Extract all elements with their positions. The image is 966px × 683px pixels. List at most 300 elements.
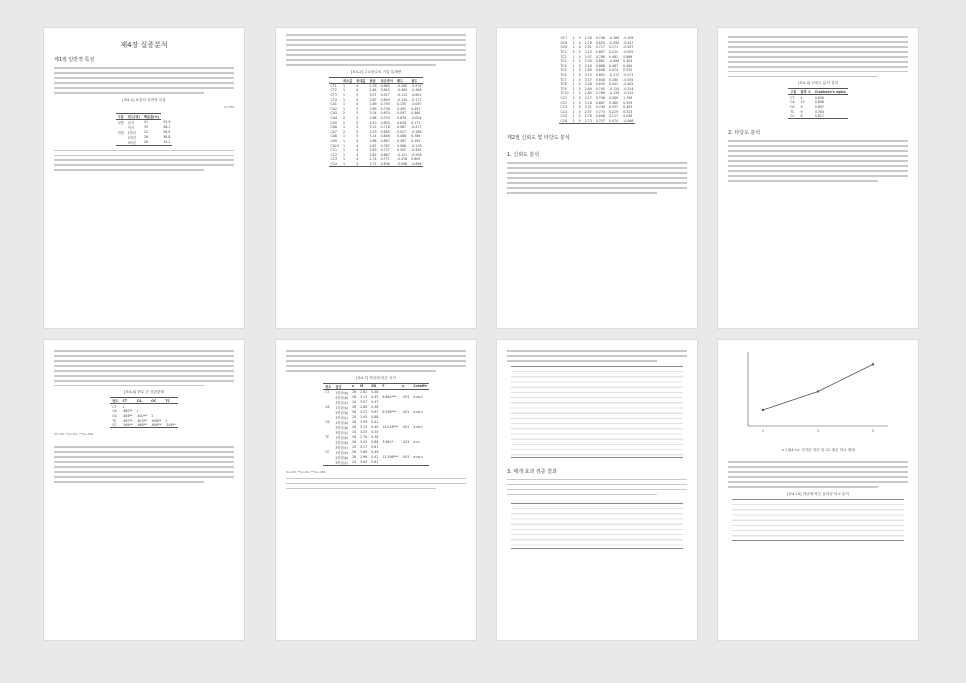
table-cell: TC10 (560, 91, 569, 96)
table-cell: -0.254 (623, 86, 634, 91)
table-cell: 1 (572, 82, 575, 87)
table-cell: 0.858 (814, 95, 824, 100)
table-cell: 0.357 (608, 105, 619, 110)
table-cell: 0.866 (623, 54, 633, 59)
document-page-2 (276, 28, 476, 328)
table-cell: 1 (572, 63, 575, 68)
table-cell: 1 (342, 134, 346, 139)
table-cell: 0.474 (607, 119, 621, 124)
table-cell: 0.707 (595, 118, 605, 123)
table-cell: 3.04 (369, 111, 377, 116)
table-cell: .564** (122, 423, 133, 428)
table-cell: 0.171 (411, 120, 421, 125)
table-cell: 1 (342, 138, 346, 143)
table-cell: 5 (578, 105, 581, 110)
table-cell: 26 (352, 410, 357, 415)
table-cell: TC8 (560, 82, 567, 87)
table-cell: 0.786 (411, 134, 421, 139)
table-cell: -0.135 (608, 91, 620, 96)
table-cell: 22 (143, 130, 148, 135)
mediation-table (511, 503, 683, 549)
table-cell: 2.87 (369, 97, 377, 102)
table-cell: 41 (143, 120, 148, 125)
section-title: 제1절 일반적 특성 (54, 57, 95, 63)
table-cell: -0.477 (411, 125, 422, 130)
table-cell: 0.846 (380, 134, 390, 139)
table-cell: 1 (572, 68, 575, 73)
table-cell: 3.43 (369, 120, 377, 125)
table-caption: [표4-10] 학년에 따른 효과성 비교 분석 (787, 491, 849, 496)
table-cell: 4 (356, 143, 359, 148)
table-cell: 0.67 (371, 410, 379, 415)
table-cell: 3.16 (584, 63, 592, 68)
table-cell: 4 (356, 152, 359, 157)
table-cell: 1 (572, 91, 575, 96)
table-cell: .023 (402, 440, 410, 445)
table-cell: 3학년(c) (333, 460, 350, 466)
table-cell: 0.849 (380, 97, 390, 102)
table-cell: 4 (356, 138, 359, 143)
table-cell: 2.89 (584, 86, 592, 91)
table-header-cell: 변수 (325, 384, 332, 389)
table-caption: [표4-4] 변수 간 상관관계 (124, 390, 164, 395)
table-cell: CC6 (559, 119, 571, 124)
table-cell: OC7 (560, 36, 568, 41)
table-cell: a<b,c (413, 395, 423, 400)
table-cell: 0.49 (371, 450, 379, 455)
table-header-cell: 구분 (117, 114, 124, 119)
table-cell: 2 (572, 40, 575, 45)
table-cell: a<b,c (413, 425, 423, 430)
table-header-cell: SD (369, 383, 380, 389)
table-cell: 1 (342, 157, 346, 162)
table-cell: CC3 (560, 105, 568, 110)
table-cell: 3.03 (360, 440, 368, 445)
table-header-cell: 집단 (333, 383, 350, 389)
table-cell: 0.302 (396, 148, 407, 153)
table-cell: TC5 (560, 68, 567, 73)
table-cell: 0.604 (411, 157, 421, 162)
table-cell: 0.843 (380, 88, 390, 93)
table-cell: -0.457 (623, 45, 634, 50)
table-cell: 0.88 (371, 440, 379, 445)
table-cell: 26 (352, 440, 357, 445)
table-cell: 3.27 (360, 410, 368, 415)
x-tick-label: 2 (816, 429, 820, 433)
table-cell: 4 (356, 157, 359, 162)
descriptive-statistics-table (329, 77, 424, 168)
table-cell: 0.41 (371, 420, 379, 425)
table-cell: TC (112, 418, 117, 423)
table-cell: .846** (122, 413, 133, 418)
table-cell: .815** (136, 418, 148, 423)
table-cell: 0.44 (371, 430, 379, 435)
table-cell: -0.071 (623, 73, 634, 78)
table-row (323, 410, 429, 415)
table-cell: 0.117 (608, 114, 619, 119)
table-cell: -0.402 (623, 82, 634, 87)
table-cell: 9 (800, 109, 803, 114)
table-cell: CT4 (330, 97, 337, 102)
table-cell: 0.027 (396, 129, 407, 134)
table-cell: .001 (402, 410, 410, 415)
table-row (559, 119, 636, 124)
table-cell: 2.91 (584, 45, 592, 50)
table-row (116, 140, 173, 146)
table-header-cell: 표준편차 (380, 78, 393, 83)
table-cell: 2 (342, 129, 346, 134)
table-cell: 2.89 (369, 102, 377, 107)
table-cell: -0.099 (608, 59, 620, 64)
table-cell: 5 (356, 106, 359, 111)
table-cell: 2.59 (360, 420, 368, 425)
table-caption: [표4-2] 주요변수의 기술 통계량 (350, 69, 402, 74)
table-cell: CA10 (330, 143, 339, 148)
table-header-cell: 항목 수 (800, 90, 811, 95)
table-cell: CC2 (330, 152, 337, 157)
table-cell: 0.180 (608, 77, 619, 82)
table-cell: 연령 (117, 130, 124, 135)
table-cell: 1학년(a) (335, 435, 349, 440)
table-cell: 4 (578, 118, 581, 123)
correlation-table (110, 397, 177, 428)
table-cell: a<c (413, 440, 420, 445)
table-cell (323, 460, 333, 466)
table-cell: 2.96 (360, 455, 368, 460)
table-cell: -0.109 (623, 36, 634, 41)
table-cell: 3.961* (382, 440, 394, 445)
table-cell: TC6 (560, 73, 567, 78)
table-cell: -0.134 (396, 97, 408, 102)
table-cell: 3.07 (369, 92, 377, 97)
table-cell: TC7 (560, 77, 567, 82)
table-header-cell: 왜도 (395, 77, 409, 83)
table-cell: 0.492 (396, 106, 407, 111)
table-row (110, 423, 177, 428)
table-cell: 2.76 (369, 83, 377, 88)
table-caption: [표4-3] 신뢰도 분석 결과 (798, 81, 838, 86)
table-cell: 3.30 (584, 59, 592, 64)
table-cell: 0.745 (595, 86, 605, 91)
table-cell: 2 (572, 45, 575, 50)
table-cell: 9 (800, 104, 803, 109)
table-cell: 5 (356, 102, 359, 107)
table-cell: 28 (143, 135, 148, 140)
table-cell: 2학년(b) (335, 410, 349, 415)
table-cell: 1 (341, 162, 354, 167)
table-cell: 1 (572, 118, 575, 123)
table-cell: 5 (578, 100, 581, 105)
table-cell: 4 (578, 45, 581, 50)
series-line (763, 364, 873, 410)
table-cell: 0.45 (371, 395, 379, 400)
table-cell: 2 (342, 115, 346, 120)
table-cell: 2.76 (584, 114, 592, 119)
table-cell: 0.468 (396, 134, 407, 139)
table-cell: 0.066 (396, 143, 407, 148)
table-cell: 1 (342, 152, 346, 157)
table-cell: 5 (356, 111, 359, 116)
table-header-cell: M (358, 383, 369, 389)
table-cell: 0.848 (595, 77, 605, 82)
table-cell: -0.097 (411, 102, 422, 107)
table-cell: 2.82 (369, 152, 377, 157)
table-row (788, 114, 847, 119)
table-cell: 0.861 (595, 59, 605, 64)
table-cell: -0.464 (396, 88, 408, 93)
table-cell: 1 (572, 105, 575, 110)
table-cell: -0.280 (396, 83, 408, 88)
table-cell: 0.738 (380, 106, 390, 111)
table-cell: 3.03 (360, 430, 368, 435)
table-cell: 0.771 (380, 157, 390, 162)
table-header-cell: CT (120, 398, 134, 404)
data-point (872, 363, 874, 365)
table-cell: 2.89 (584, 68, 592, 73)
table-header-cell: p (400, 383, 411, 389)
table-note: *p<.05, **p<.01, ***p<.001 (54, 432, 94, 437)
table-cell: CA (325, 405, 330, 410)
table-row (323, 395, 429, 400)
table-cell (411, 460, 428, 466)
table-cell: 0.61 (371, 460, 379, 465)
table-caption: [표4-7] 학년에 따른 차이 (356, 375, 396, 380)
table-cell: 26 (352, 390, 357, 395)
table-cell: -0.602 (411, 92, 422, 97)
table-cell: 1학년 (127, 130, 136, 135)
table-cell: 0.846 (595, 68, 605, 73)
table-cell: 0.648 (595, 114, 605, 119)
table-cell: 36.8 (163, 135, 171, 140)
table-cell: 0.749 (595, 105, 605, 110)
data-point (762, 409, 764, 411)
table-cell: 0.61 (371, 445, 379, 450)
table-cell: 28.9 (163, 130, 171, 135)
table-header-cell: OC (149, 398, 163, 404)
table-header-cell: 구분 (790, 90, 797, 95)
table-cell: CA4 (330, 115, 337, 120)
table-cell: 3.15 (584, 73, 592, 78)
table-cell: -0.004 (411, 115, 422, 120)
table-cell: OC (112, 413, 118, 418)
table-cell: 5 (578, 73, 581, 78)
table-cell: 남자 (127, 120, 134, 125)
table-header-cell: 첨도 (409, 77, 423, 83)
table-cell: 53.9 (163, 119, 171, 124)
table-cell: 1학년(a) (335, 405, 349, 410)
table-cell: 0.40 (371, 425, 379, 430)
table-cell: 5 (578, 54, 581, 59)
table-cell: 3.13 (360, 395, 368, 400)
table-cell: CC5 (560, 114, 568, 119)
table-cell: 12.398*** (382, 455, 399, 460)
table-header-cell: F (380, 383, 400, 389)
table-cell: 0.523 (623, 109, 633, 114)
table-cell: 0.687 (595, 100, 605, 105)
table-cell: CC (110, 423, 120, 428)
table-cell: 1학년(a) (335, 420, 349, 425)
table-cell: .647** (136, 413, 148, 418)
table-cell: 0.888 (595, 63, 605, 68)
table-cell: -0.096 (396, 161, 408, 166)
table-cell: 35 (143, 125, 148, 130)
document-page-1 (44, 28, 244, 328)
table-cell: 1 (572, 114, 575, 119)
table-cell: CT3 (330, 92, 337, 97)
table-cell: 9.298*** (382, 410, 397, 415)
table-cell: 0.867 (380, 152, 390, 157)
subsection-title: 2. 타당도 분석 (728, 130, 761, 137)
table-cell: 24 (352, 415, 357, 420)
table-cell: 0.717 (595, 45, 605, 50)
table-cell: CT (325, 390, 330, 395)
table-cell: 성별 (117, 120, 124, 125)
table-cell: 1 (342, 97, 346, 102)
table-cell: CC3 (330, 157, 337, 162)
table-cell: TC4 (560, 63, 567, 68)
table-header-cell: CA (135, 398, 149, 404)
table-cell: 1 (572, 59, 575, 64)
table-cell: -0.505 (623, 50, 634, 55)
table-cell: .608** (151, 423, 162, 428)
table-cell: 26 (352, 435, 357, 440)
table-cell: 1 (151, 413, 154, 418)
table-cell: 0.289 (608, 96, 619, 101)
table-cell: 26 (352, 455, 357, 460)
table-cell (116, 140, 126, 146)
table-cell: 0.787 (380, 143, 390, 148)
table-cell: CC (325, 450, 330, 455)
table-cell: 0.046 (623, 114, 633, 119)
table-cell: TC (790, 109, 795, 114)
table-cell: .001 (402, 395, 410, 400)
table-cell: 5 (578, 109, 581, 114)
reliability-table (788, 88, 847, 119)
document-page-6 (276, 340, 476, 640)
table-cell: -0.698 (411, 161, 422, 166)
table-cell: 2.76 (584, 40, 592, 45)
table-cell: 1 (342, 88, 346, 93)
table-cell: TC1 (560, 50, 567, 55)
table-cell: 26 (352, 395, 357, 400)
table-cell: .548** (165, 423, 176, 428)
table-cell: 24 (352, 445, 357, 450)
table-cell: .660** (136, 423, 148, 428)
table-cell: 2.66 (360, 450, 368, 455)
table-cell: 0.618 (396, 120, 407, 125)
document-page-7 (497, 340, 697, 640)
table-cell: 0.42 (371, 455, 379, 460)
table-cell: 0.497 (411, 106, 421, 111)
table-cell: 26 (352, 425, 357, 430)
table-cell: CA7 (330, 129, 337, 134)
table-cell: 0.793 (380, 102, 390, 107)
table-cell: 26 (352, 405, 357, 410)
table-cell: 0.718 (380, 125, 390, 130)
table-header-cell: 평균 (367, 77, 378, 83)
table-cell: 0.893 (595, 73, 605, 78)
section-title: 제2절 신뢰도 및 타당도 분석 (507, 135, 570, 142)
comparison-table (732, 499, 904, 541)
table-cell: CA3 (330, 111, 337, 116)
table-cell: 0.629 (595, 40, 605, 45)
table-cell: 2.71 (369, 161, 377, 166)
table-cell: -0.121 (396, 152, 408, 157)
table-cell: CA9 (330, 138, 337, 143)
table-cell: 5 (356, 120, 359, 125)
table-cell: 0.68 (371, 415, 379, 420)
table-cell: 2.89 (369, 106, 377, 111)
table-cell: 0.105 (411, 138, 421, 143)
table-cell: 4 (356, 148, 359, 153)
table-header-cell: TC (163, 398, 177, 404)
table-cell: .001 (402, 455, 410, 460)
table-cell: 24 (352, 430, 357, 435)
table-cell: -0.717 (411, 97, 422, 102)
table-cell: 1 (572, 100, 575, 105)
table-cell: CA5 (330, 120, 337, 125)
table-cell: -0.264 (411, 148, 422, 153)
table-cell: 1 (572, 36, 575, 41)
table-cell: 0.405 (623, 105, 633, 110)
table-cell: 1 (342, 125, 346, 130)
grade-difference-table (323, 383, 429, 466)
table-cell: CA (112, 409, 117, 414)
table-cell: 10 (800, 100, 805, 105)
table-cell: 2.97 (584, 109, 592, 114)
table-cell: 1 (165, 418, 168, 423)
table-cell: 0.807 (814, 104, 824, 109)
table-cell: 2.76 (584, 36, 592, 41)
table-cell: OC (790, 104, 796, 109)
table-cell: 1 (342, 83, 346, 88)
table-cell: 0.898 (814, 100, 824, 105)
x-tick-label: 1 (761, 429, 765, 433)
table-cell: 1 (572, 77, 575, 82)
subsection-title: 1. 신뢰도 분석 (507, 152, 540, 159)
table-cell: -0.486 (623, 118, 634, 123)
table-cell: 0.474 (608, 68, 619, 73)
table-cell: 2 (342, 120, 346, 125)
document-page-5 (44, 340, 244, 640)
table-cell: 1 (122, 404, 125, 409)
table-cell: 0.48 (371, 390, 379, 395)
table-cell: TC2 (560, 54, 567, 59)
table-cell: CT (790, 95, 795, 100)
table-cell: 4 (578, 40, 581, 45)
table-cell: 2.62 (360, 390, 368, 395)
table-cell: 2학년(b) (335, 455, 349, 460)
table-cell: -0.466 (411, 88, 422, 93)
table-cell: 2.88 (369, 115, 377, 120)
table-cell: 4 (356, 97, 359, 102)
table-cell: 0.773 (595, 109, 605, 114)
table-cell: 2학년(b) (335, 440, 349, 445)
table-cell: 1.769 (623, 96, 633, 101)
table-cell: 5 (578, 36, 581, 41)
x-tick-label: 3 (871, 429, 875, 433)
table-cell: CC4 (560, 109, 568, 114)
table-cell: -0.476 (396, 157, 408, 162)
table-cell: 3.13 (360, 425, 368, 430)
table-header-cell: 백분율(%) (143, 114, 160, 119)
table-cell: CA (790, 100, 795, 105)
data-point (817, 390, 819, 392)
table-cell: 0.887 (380, 138, 390, 143)
table-cell: 2.88 (369, 138, 377, 143)
table-cell: 5 (578, 77, 581, 82)
table-cell: 0.460 (411, 111, 421, 116)
